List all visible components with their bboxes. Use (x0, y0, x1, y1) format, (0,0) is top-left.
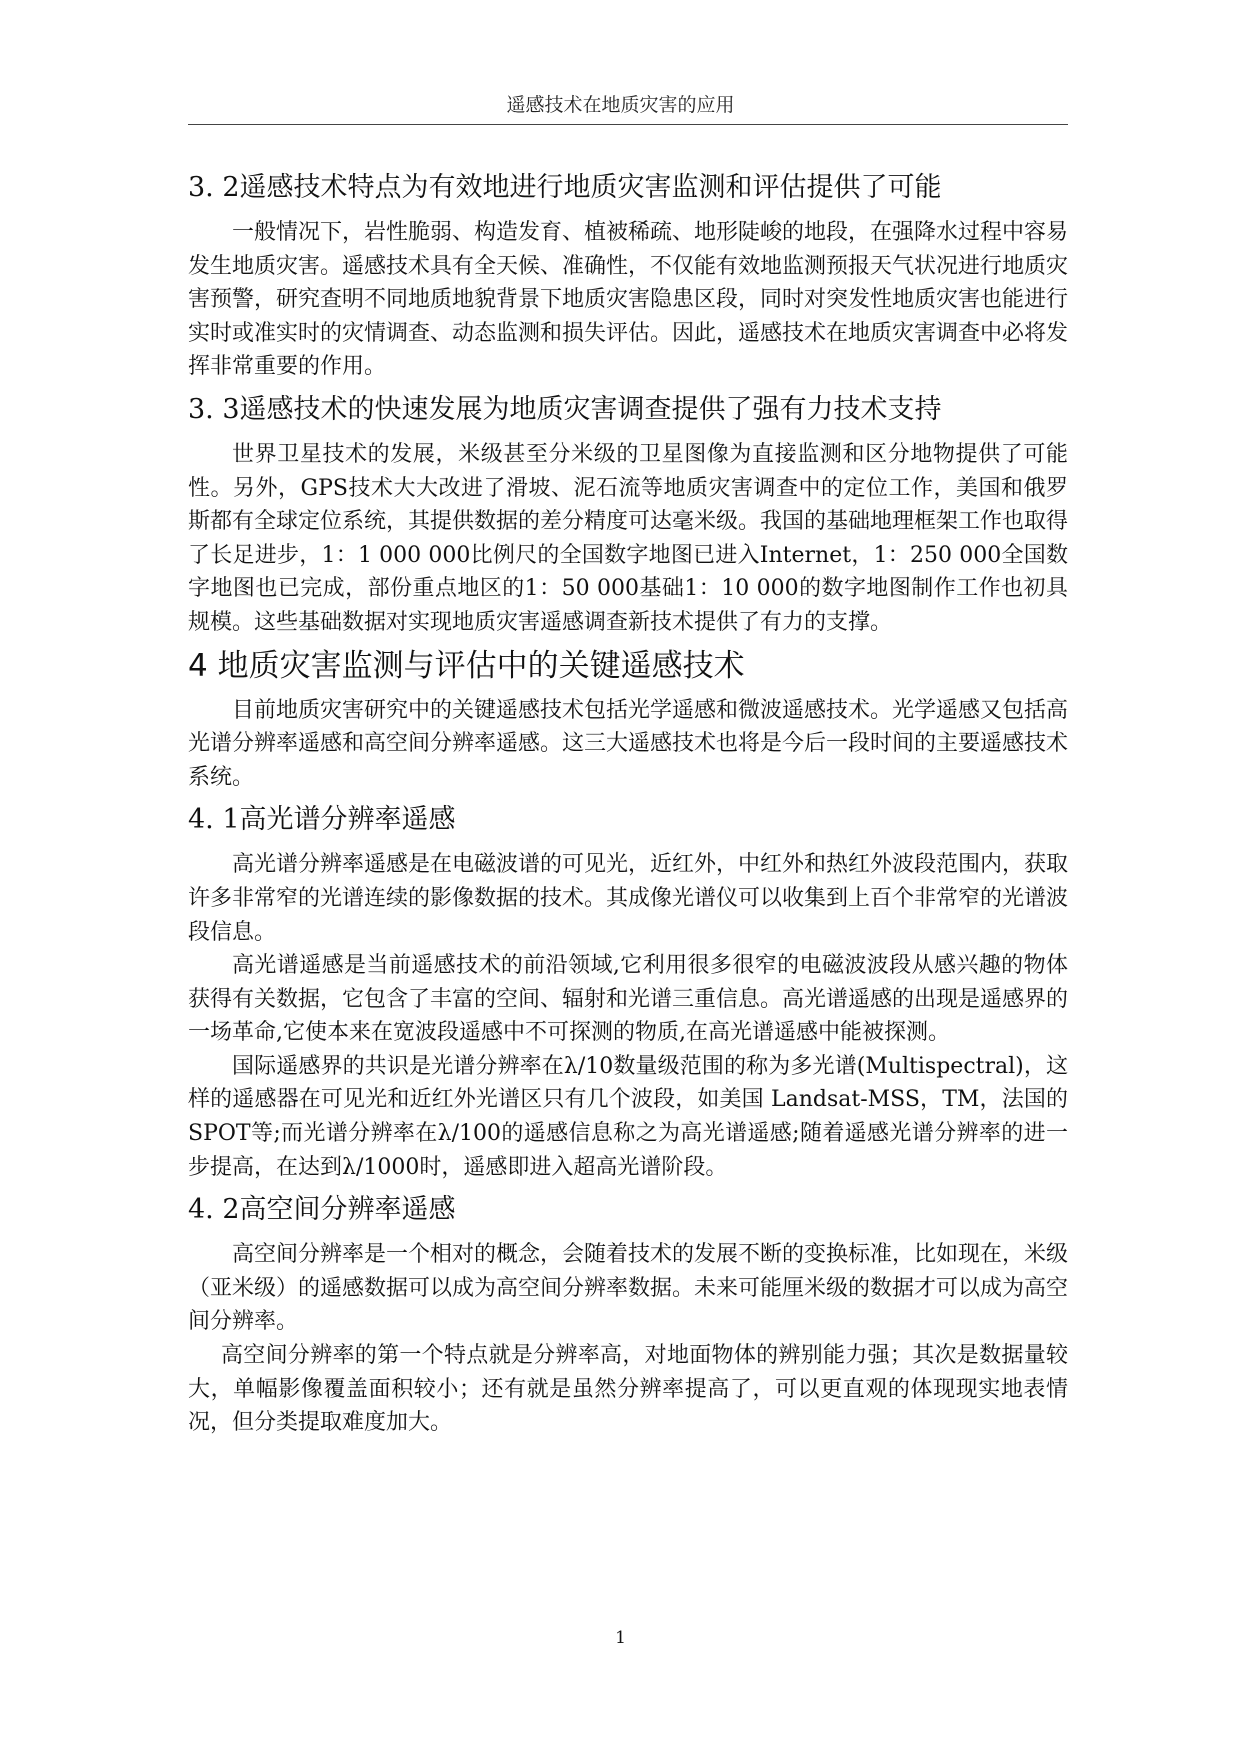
paragraph: 世界卫星技术的发展，米级甚至分米级的卫星图像为直接监测和区分地物提供了可能性。另外，GPS技术大大改进了滑坡、泥石流等地质灾害调查中的定位工作，美国和俄罗斯都有全球定位系统，其提供数据的差分精度可达毫米级。我国的基础地理框架工作也取得了长足进步，1：1 000 000比例尺的全国数字地图已进入Internet，1：250 000全国数字地图也已完成，部份重点地区的1：50 000基础1：10 000的数字地图制作工作也初具规模。这些基础数据对实现地质灾害遥感调查新技术提供了有力的支撑。 (188, 441, 1069, 635)
section-heading-4-2: 4. 2高空间分辨率遥感 (188, 1194, 456, 1226)
paragraph: 一般情况下，岩性脆弱、构造发育、植被稀疏、地形陡峻的地段，在强降水过程中容易发生地质灾害。遥感技术具有全天候、准确性，不仅能有效地监测预报天气状况进行地质灾害预警，研究查明不同地质地貌背景下地质灾害隐患区段，同时对突发性地质灾害也能进行实时或准实时的灾情调查、动态监测和损失评估。因此，遥感技术在地质灾害调查中必将发挥非常重要的作用。 (188, 220, 1069, 380)
paragraph: 高光谱分辨率遥感是在电磁波谱的可见光，近红外，中红外和热红外波段范围内，获取许多非常窄的光谱连续的影像数据的技术。其成像光谱仪可以收集到上百个非常窄的光谱波段信息。 (188, 852, 1069, 945)
page-number: 1 (615, 1628, 626, 1648)
section-heading-3-2: 3. 2遥感技术特点为有效地进行地质灾害监测和评估提供了可能 (188, 172, 942, 203)
paragraph: 国际遥感界的共识是光谱分辨率在λ/10数量级范围的称为多光谱(Multispectral)，这样的遥感器在可见光和近红外光谱区只有几个波段，如美国 Landsat-MSS，TM，法国的SPOT等;而光谱分辨率在λ/100的遥感信息称之为高光谱遥感;随着遥感光谱分辨率的进一步提高，在达到λ/1000时，遥感即进入超高光谱阶段。 (188, 1053, 1068, 1180)
section-heading-3-3: 3. 3遥感技术的快速发展为地质灾害调查提供了强有力技术支持 (188, 393, 942, 425)
paragraph: 高光谱遥感是当前遥感技术的前沿领域,它利用很多很窄的电磁波波段从感兴趣的物体获得有关数据，它包含了丰富的空间、辐射和光谱三重信息。高光谱遥感的出现是遥感界的一场革命,它使本来在宽波段遥感中不可探测的物质,在高光谱遥感中能被探测。 (188, 953, 1069, 1046)
paragraph: 高空间分辨率是一个相对的概念，会随着技术的发展不断的变换标准，比如现在，米级（亚米级）的遥感数据可以成为高空间分辨率数据。未来可能厘米级的数据才可以成为高空间分辨率。 (188, 1242, 1069, 1335)
running-header: 遥感技术在地质灾害的应用 (506, 94, 735, 116)
paragraph: 高空间分辨率的第一个特点就是分辨率高，对地面物体的辨别能力强；其次是数据量较大，单幅影像覆盖面积较小；还有就是虽然分辨率提高了，可以更直观的体现现实地表情况，但分类提取难度加大。 (188, 1343, 1068, 1436)
header-divider (188, 124, 1068, 125)
document-body (188, 162, 1068, 1440)
section-heading-4-1: 4. 1高光谱分辨率遥感 (188, 804, 456, 836)
chapter-heading-4: 4 地质灾害监测与评估中的关键遥感技术 (188, 647, 745, 684)
paragraph: 目前地质灾害研究中的关键遥感技术包括光学遥感和微波遥感技术。光学遥感又包括高光谱分辨率遥感和高空间分辨率遥感。这三大遥感技术也将是今后一段时间的主要遥感技术系统。 (188, 697, 1069, 790)
